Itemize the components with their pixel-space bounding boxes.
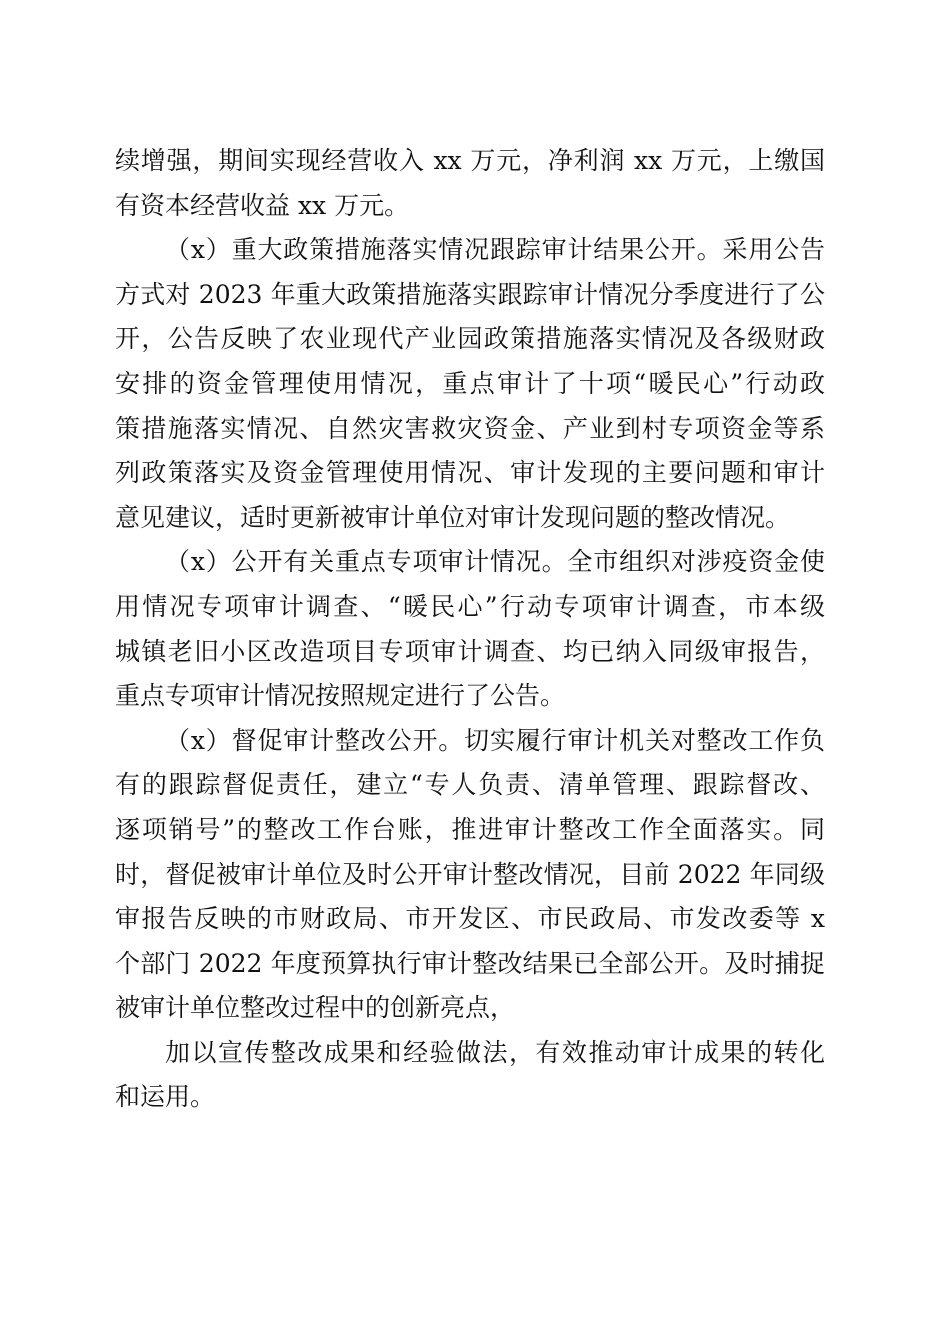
document-body xyxy=(115,139,825,1120)
paragraph-4-line-5: 审报告反映的市财政局、市开发区、市民政局、市发改委等 x xyxy=(115,904,825,934)
paragraph-1-line-1: 续增强，期间实现经营收入 xx 万元，净利润 xx 万元，上缴国 xyxy=(115,146,825,175)
paragraph-4-line-3: 逐项销号”的整改工作台账，推进审计整改工作全面落实。同 xyxy=(115,814,825,844)
paragraph-2-line-2: 方式对 2023 年重大政策措施落实跟踪审计情况分季度进行了公 xyxy=(115,279,825,309)
paragraph-3-line-3: 城镇老旧小区改造项目专项审计调查、均已纳入同级审报告， xyxy=(115,636,825,666)
paragraph-1-line-2: 有资本经营收益 xx 万元。 xyxy=(115,190,410,220)
paragraph-4-line-2: 有的跟踪督促责任，建立“专人负责、清单管理、跟踪督改、 xyxy=(115,770,825,800)
paragraph-3-line-4: 重点专项审计情况按照规定进行了公告。 xyxy=(115,681,566,711)
paragraph-4-line-7: 被审计单位整改过程中的创新亮点， xyxy=(115,993,516,1023)
paragraph-3-line-2: 用情况专项审计调查、“暖民心”行动专项审计调查，市本级 xyxy=(115,591,825,621)
paragraph-5-line-1: 加以宣传整改成果和经验做法，有效推动审计成果的转化 xyxy=(165,1037,825,1067)
paragraph-2-line-1: （x）重大政策措施落实情况跟踪审计结果公开。采用公告 xyxy=(165,235,825,265)
paragraph-2-line-4: 安排的资金管理使用情况，重点审计了十项“暖民心”行动政 xyxy=(115,368,825,398)
paragraph-5-line-2: 和运用。 xyxy=(115,1082,216,1112)
paragraph-3-line-1: （x）公开有关重点专项审计情况。全市组织对涉疫资金使 xyxy=(165,547,825,577)
paragraph-2-line-5: 策措施落实情况、自然灾害救灾资金、产业到村专项资金等系 xyxy=(115,413,825,443)
paragraph-2-line-7: 意见建议，适时更新被审计单位对审计发现问题的整改情况。 xyxy=(115,502,791,532)
paragraph-2-line-3: 开，公告反映了农业现代产业园政策措施落实情况及各级财政 xyxy=(115,324,825,354)
paragraph-2-line-6: 列政策落实及资金管理使用情况、审计发现的主要问题和审计 xyxy=(115,458,825,488)
paragraph-4-line-6: 个部门 2022 年度预算执行审计整改结果已全部公开。及时捕捉 xyxy=(115,948,825,978)
paragraph-4-line-1: （x）督促审计整改公开。切实履行审计机关对整改工作负 xyxy=(165,725,825,755)
paragraph-4-line-4: 时，督促被审计单位及时公开审计整改情况，目前 2022 年同级 xyxy=(115,859,825,889)
